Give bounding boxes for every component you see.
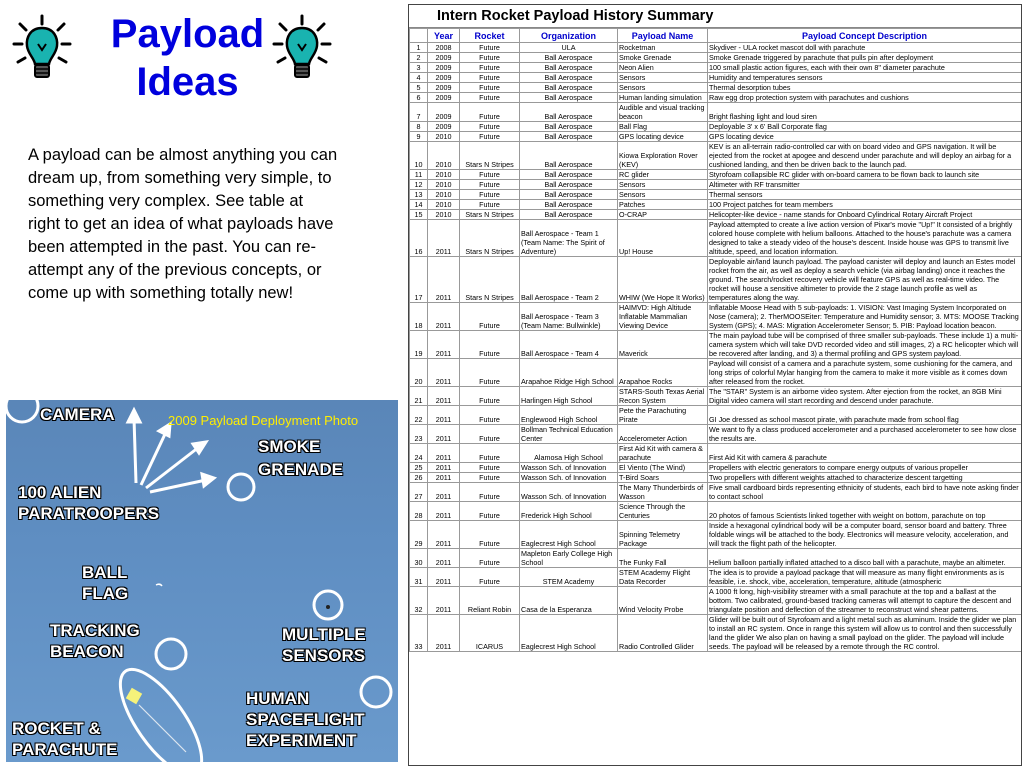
cell-payload-name: First Aid Kit with camera & parachute	[618, 444, 708, 463]
cell-year: 2010	[428, 170, 460, 180]
cell-payload-name: Rocketman	[618, 43, 708, 53]
cell-organization: Casa de la Esperanza	[520, 587, 618, 615]
table-row	[410, 53, 1022, 63]
cell-payload-name: GPS locating device	[618, 132, 708, 142]
header-organization: Organization	[520, 29, 618, 43]
cell-year: 2011	[428, 549, 460, 568]
table-row	[410, 406, 1022, 425]
cell-year: 2011	[428, 220, 460, 257]
header-rocket: Rocket	[460, 29, 520, 43]
cell-index: 18	[410, 303, 428, 331]
cell-description: GI Joe dressed as school mascot pirate, with parachute made from school flag	[708, 406, 1022, 425]
table-row	[410, 473, 1022, 483]
cell-description: KEV is an all-terrain radio-controlled car with on board video and GPS navigation. It will be ejected from the rocket at apogee and descend under parachute and will deploy an airbag for a cushioned landing, and then be driven back to the launch pad.	[708, 142, 1022, 170]
cell-year: 2011	[428, 257, 460, 303]
cell-rocket: Stars N Stripes	[460, 257, 520, 303]
cell-rocket: Future	[460, 73, 520, 83]
cell-year: 2009	[428, 83, 460, 93]
cell-index: 13	[410, 190, 428, 200]
cell-payload-name: Sensors	[618, 83, 708, 93]
cell-rocket: ICARUS	[460, 615, 520, 652]
cell-description: The main payload tube will be comprised of three smaller sub-payloads. These include 1) a multi-camera system which will take DVD recorded video and still images, 2) a RC helicopter which will be recovered after landing, and 3) a thermal profiling and GPS system payload.	[708, 331, 1022, 359]
cell-organization: Eaglecrest High School	[520, 615, 618, 652]
cell-rocket: Future	[460, 53, 520, 63]
cell-rocket: Future	[460, 132, 520, 142]
cell-organization: Ball Aerospace	[520, 83, 618, 93]
cell-index: 12	[410, 180, 428, 190]
cell-index: 3	[410, 63, 428, 73]
cell-year: 2009	[428, 122, 460, 132]
table-row	[410, 483, 1022, 502]
cell-index: 26	[410, 473, 428, 483]
cell-description: Thermal sensors	[708, 190, 1022, 200]
cell-index: 20	[410, 359, 428, 387]
table-row	[410, 180, 1022, 190]
cell-organization: Arapahoe Ridge High School	[520, 359, 618, 387]
cell-payload-name: Smoke Grenade	[618, 53, 708, 63]
label-ball-line1: BALL	[82, 563, 128, 582]
table-row	[410, 43, 1022, 53]
cell-index: 31	[410, 568, 428, 587]
table-row	[410, 83, 1022, 93]
cell-description: GPS locating device	[708, 132, 1022, 142]
cell-organization: Ball Aerospace	[520, 132, 618, 142]
cell-year: 2009	[428, 73, 460, 83]
table-row	[410, 303, 1022, 331]
cell-rocket: Stars N Stripes	[460, 210, 520, 220]
cell-payload-name: Human landing simulation	[618, 93, 708, 103]
cell-payload-name: Neon Alien	[618, 63, 708, 73]
label-alien-line2: PARATROOPERS	[18, 504, 160, 523]
label-ball-line2: FLAG	[82, 584, 129, 603]
table-row	[410, 220, 1022, 257]
header-description: Payload Concept Description	[708, 29, 1022, 43]
label-smoke-grenade	[258, 436, 343, 480]
cell-year: 2010	[428, 142, 460, 170]
label-rocket-parachute	[12, 718, 117, 760]
cell-description: Helicopter-like device - name stands for Onboard Cylindrical Rotary Aircraft Project	[708, 210, 1022, 220]
cell-organization: Harlingen High School	[520, 387, 618, 406]
cell-description: 20 photos of famous Scientists linked together with weight on bottom, parachute on top	[708, 502, 1022, 521]
cell-year: 2011	[428, 463, 460, 473]
cell-description: 100 Project patches for team members	[708, 200, 1022, 210]
cell-rocket: Future	[460, 93, 520, 103]
cell-description: Five small cardboard birds representing ethnicity of students, each bird to have note asking finder to contact school	[708, 483, 1022, 502]
cell-description: Glider will be built out of Styrofoam and a light metal such as aluminum. Inside the glider we plan to install an RC system. Once in range this system will allow us to control and then successfully land the glider We also plan on having a small payload on the glider. The payload will include seeds. The payload will be released by a remote through the RC control.	[708, 615, 1022, 652]
cell-description: Inflatable Moose Head with 5 sub-payloads: 1. VISION: Vast Imaging System Incorporated on Nose (camera); 2. TherMOOSEiter: Temperature and Humidity sensor; 3. MTS: MOOSE Tracking System (GPS); 4. MAS: Migration Accelerometer Sensor; 5. PIB: Payload location beacon.	[708, 303, 1022, 331]
cell-rocket: Future	[460, 170, 520, 180]
label-human-line2: SPACEFLIGHT	[246, 710, 365, 729]
label-sensors-line1: MULTIPLE	[282, 625, 366, 644]
title-line-1: Payload	[110, 12, 265, 56]
table-row	[410, 103, 1022, 122]
cell-payload-name: WHIW (We Hope It Works)	[618, 257, 708, 303]
cell-index: 5	[410, 83, 428, 93]
cell-index: 33	[410, 615, 428, 652]
cell-description: Two propellers with different weights attached to characterize descent targetting	[708, 473, 1022, 483]
table-row	[410, 463, 1022, 473]
label-smoke-line1: SMOKE	[258, 437, 321, 456]
cell-rocket: Future	[460, 406, 520, 425]
label-tracking-line1: TRACKING	[50, 621, 140, 640]
cell-index: 15	[410, 210, 428, 220]
header-payload-name: Payload Name	[618, 29, 708, 43]
cell-rocket: Future	[460, 483, 520, 502]
cell-rocket: Future	[460, 521, 520, 549]
cell-organization: Ball Aerospace - Team 2	[520, 257, 618, 303]
cell-organization: Bollman Technical Education Center	[520, 425, 618, 444]
cell-index: 7	[410, 103, 428, 122]
cell-organization: Ball Aerospace - Team 4	[520, 331, 618, 359]
cell-rocket: Future	[460, 331, 520, 359]
cell-year: 2011	[428, 331, 460, 359]
cell-payload-name: Spinning Telemetry Package	[618, 521, 708, 549]
cell-year: 2011	[428, 387, 460, 406]
cell-organization: STEM Academy	[520, 568, 618, 587]
cell-payload-name: Science Through the Centuries	[618, 502, 708, 521]
table-row	[410, 549, 1022, 568]
cell-organization: Eaglecrest High School	[520, 521, 618, 549]
cell-organization: Ball Aerospace	[520, 103, 618, 122]
cell-year: 2011	[428, 483, 460, 502]
cell-rocket: Stars N Stripes	[460, 142, 520, 170]
label-tracking-beacon	[50, 620, 140, 662]
cell-description: First Aid Kit with camera & parachute	[708, 444, 1022, 463]
cell-payload-name: HAIMVD: High Altitude Inflatable Mammalian Viewing Device	[618, 303, 708, 331]
cell-description: Bright flashing light and loud siren	[708, 103, 1022, 122]
cell-rocket: Future	[460, 103, 520, 122]
cell-payload-name: Ball Flag	[618, 122, 708, 132]
cell-index: 21	[410, 387, 428, 406]
cell-payload-name: STARS-South Texas Aerial Recon System	[618, 387, 708, 406]
cell-index: 27	[410, 483, 428, 502]
cell-rocket: Future	[460, 63, 520, 73]
title-area	[10, 6, 340, 116]
cell-description: 100 small plastic action figures, each with their own 8" diameter parachute	[708, 63, 1022, 73]
cell-organization: Ball Aerospace	[520, 53, 618, 63]
intro-paragraph: A payload can be almost anything you can dream up, from something very simple, to something very complex. See table at right to get an idea of what payloads have been attempted in the past. You can re-attempt any of the previous concepts, or come up with something totally new!	[28, 146, 338, 302]
cell-year: 2011	[428, 406, 460, 425]
table-row	[410, 200, 1022, 210]
cell-rocket: Future	[460, 122, 520, 132]
cell-payload-name: O-CRAP	[618, 210, 708, 220]
cell-description: We want to fly a class produced accelerometer and a purchased accelerometer to see how close the results are.	[708, 425, 1022, 444]
table-row	[410, 587, 1022, 615]
cell-rocket: Future	[460, 180, 520, 190]
cell-year: 2009	[428, 103, 460, 122]
label-smoke-line2: GRENADE	[258, 460, 344, 479]
table-row	[410, 63, 1022, 73]
table-row	[410, 122, 1022, 132]
table-row	[410, 387, 1022, 406]
cell-rocket: Future	[460, 568, 520, 587]
cell-description: The idea is to provide a payload package that will measure as many flight environments as is feasible, i.e. shock, vibe, acceleration, temperature, altitude (atmospheric	[708, 568, 1022, 587]
cell-index: 10	[410, 142, 428, 170]
cell-payload-name: El Viento (The Wind)	[618, 463, 708, 473]
cell-year: 2011	[428, 502, 460, 521]
cell-payload-name: Patches	[618, 200, 708, 210]
cell-year: 2011	[428, 359, 460, 387]
cell-description: Propellers with electric generators to compare energy outputs of various propeller	[708, 463, 1022, 473]
cell-organization: Alamosa High School	[520, 444, 618, 463]
table-row	[410, 93, 1022, 103]
label-tracking-line2: BEACON	[50, 642, 124, 661]
cell-description: Helium balloon partially inflated attached to a disco ball with a parachute, maybe an altimeter.	[708, 549, 1022, 568]
cell-year: 2009	[428, 53, 460, 63]
cell-index: 17	[410, 257, 428, 303]
table-row	[410, 502, 1022, 521]
table-body	[410, 43, 1022, 652]
table-row	[410, 331, 1022, 359]
cell-description: Deployable air/land launch payload. The payload canister will deploy and launch an Estes model rocket from the air, as well as deploy a search vehicle (via airbag landing) once it reaches the ground. The search/rocket recovery vehicle will feature GPS as well as real-time video. The rocket will house a sensitive altimeter to provide the 2 stage launch profile as well as temperatures along the way.	[708, 257, 1022, 303]
cell-payload-name: Arapahoe Rocks	[618, 359, 708, 387]
cell-payload-name: The Funky Fall	[618, 549, 708, 568]
deployment-photo	[6, 400, 398, 762]
table-header-row	[410, 29, 1022, 43]
cell-organization: Ball Aerospace	[520, 63, 618, 73]
cell-payload-name: Up! House	[618, 220, 708, 257]
table-row	[410, 615, 1022, 652]
cell-year: 2008	[428, 43, 460, 53]
cell-organization: Wasson Sch. of Innovation	[520, 463, 618, 473]
cell-description: The "STAR" System is an airborne video system. After ejection from the rocket, an 8GB Mini Digital video camera will start recording and descend under parachute.	[708, 387, 1022, 406]
table-row	[410, 521, 1022, 549]
cell-payload-name: Sensors	[618, 180, 708, 190]
table-row	[410, 73, 1022, 83]
page-title	[80, 14, 295, 102]
cell-payload-name: Audible and visual tracking beacon	[618, 103, 708, 122]
cell-payload-name: Pete the Parachuting Pirate	[618, 406, 708, 425]
cell-year: 2011	[428, 425, 460, 444]
cell-index: 32	[410, 587, 428, 615]
cell-year: 2010	[428, 180, 460, 190]
cell-index: 8	[410, 122, 428, 132]
title-line-2: Ideas	[136, 60, 239, 104]
cell-index: 11	[410, 170, 428, 180]
cell-index: 22	[410, 406, 428, 425]
cell-index: 23	[410, 425, 428, 444]
cell-index: 28	[410, 502, 428, 521]
cell-organization: Wasson Sch. of Innovation	[520, 473, 618, 483]
cell-description: Payload will consist of a camera and a parachute system, some cushioning for the camera, and long strips of colorful Mylar hanging from the camera to make it more visible as it comes down after released from the rocket.	[708, 359, 1022, 387]
label-multiple-sensors	[282, 624, 366, 666]
cell-index: 19	[410, 331, 428, 359]
cell-rocket: Future	[460, 425, 520, 444]
table-row	[410, 568, 1022, 587]
label-rocket-line2: PARACHUTE	[12, 740, 118, 759]
cell-organization: ULA	[520, 43, 618, 53]
cell-organization: Englewood High School	[520, 406, 618, 425]
cell-year: 2011	[428, 568, 460, 587]
cell-year: 2011	[428, 444, 460, 463]
cell-description: Deployable 3' x 6' Ball Corporate flag	[708, 122, 1022, 132]
cell-payload-name: Accelerometer Action	[618, 425, 708, 444]
table-row	[410, 444, 1022, 463]
cell-payload-name: T-Bird Soars	[618, 473, 708, 483]
cell-payload-name: Kiowa Exploration Rover (KEV)	[618, 142, 708, 170]
table-row	[410, 210, 1022, 220]
table-row	[410, 425, 1022, 444]
label-rocket-line1: ROCKET &	[12, 719, 101, 738]
cell-organization: Ball Aerospace	[520, 122, 618, 132]
cell-description: Payload attempted to create a live action version of Pixar's movie "Up!" It consisted of a brightly colored house complete with helium balloons. Attached to the house's parachute was a camera designed to take a steady video of the house's descent. Inside house was GPS to transmit live altitude, speed, and location information.	[708, 220, 1022, 257]
label-camera: CAMERA	[40, 405, 115, 424]
cell-rocket: Future	[460, 43, 520, 53]
cell-year: 2010	[428, 132, 460, 142]
cell-description: Humidity and temperatures sensors	[708, 73, 1022, 83]
cell-rocket: Future	[460, 444, 520, 463]
cell-index: 30	[410, 549, 428, 568]
cell-payload-name: The Many Thunderbirds of Wasson	[618, 483, 708, 502]
cell-organization: Ball Aerospace	[520, 170, 618, 180]
photo-caption: 2009 Payload Deployment Photo	[168, 413, 359, 428]
cell-index: 25	[410, 463, 428, 473]
cell-description: Raw egg drop protection system with parachutes and cushions	[708, 93, 1022, 103]
cell-description: Skydiver - ULA rocket mascot doll with parachute	[708, 43, 1022, 53]
cell-index: 9	[410, 132, 428, 142]
label-sensors-line2: SENSORS	[282, 646, 366, 665]
table-row	[410, 142, 1022, 170]
cell-rocket: Reliant Robin	[460, 587, 520, 615]
cell-rocket: Future	[460, 359, 520, 387]
cell-index: 2	[410, 53, 428, 63]
cell-rocket: Future	[460, 303, 520, 331]
cell-index: 24	[410, 444, 428, 463]
label-alien-paratroopers	[18, 482, 159, 524]
cell-year: 2010	[428, 200, 460, 210]
table-row	[410, 132, 1022, 142]
table-row	[410, 257, 1022, 303]
cell-organization: Ball Aerospace	[520, 93, 618, 103]
cell-rocket: Stars N Stripes	[460, 220, 520, 257]
cell-organization: Ball Aerospace - Team 1 (Team Name: The Spirit of Adventure)	[520, 220, 618, 257]
cell-organization: Ball Aerospace	[520, 190, 618, 200]
cell-year: 2009	[428, 63, 460, 73]
cell-index: 29	[410, 521, 428, 549]
cell-description: Altimeter with RF transmitter	[708, 180, 1022, 190]
header-year: Year	[428, 29, 460, 43]
label-alien-line1: 100 ALIEN	[18, 483, 102, 502]
cell-year: 2011	[428, 587, 460, 615]
payload-history-table	[409, 28, 1022, 652]
cell-year: 2011	[428, 615, 460, 652]
cell-payload-name: Sensors	[618, 190, 708, 200]
cell-year: 2010	[428, 190, 460, 200]
cell-rocket: Future	[460, 200, 520, 210]
label-human-spaceflight	[246, 688, 365, 751]
cell-year: 2010	[428, 210, 460, 220]
label-human-line3: EXPERIMENT	[246, 731, 357, 750]
cell-description: Inside a hexagonal cylindrical body will be a computer board, sensor board and battery. Three foldable wings will be attached to the body. Electronics will measure velocity, acceleration, and will track the flight path of the helicopter.	[708, 521, 1022, 549]
table-row	[410, 190, 1022, 200]
cell-index: 16	[410, 220, 428, 257]
lightbulb-icon	[272, 14, 332, 86]
cell-description: A 1000 ft long, high-visibility streamer with a small parachute at the top and a ballast at the bottom. Two calibrated, ground-based tracking cameras will attempt to capture the descent and triangulate position and deflection of the streamer to reconstruct wind shear patterns.	[708, 587, 1022, 615]
cell-index: 4	[410, 73, 428, 83]
cell-rocket: Future	[460, 190, 520, 200]
lightbulb-icon	[12, 14, 72, 86]
cell-organization: Ball Aerospace	[520, 200, 618, 210]
cell-rocket: Future	[460, 473, 520, 483]
cell-payload-name: STEM Academy Flight Data Recorder	[618, 568, 708, 587]
payload-history-table-container	[408, 4, 1022, 766]
cell-organization: Ball Aerospace	[520, 180, 618, 190]
cell-organization: Ball Aerospace	[520, 142, 618, 170]
cell-organization: Ball Aerospace	[520, 73, 618, 83]
cell-payload-name: Radio Controlled Glider	[618, 615, 708, 652]
cell-description: Thermal desorption tubes	[708, 83, 1022, 93]
label-human-line1: HUMAN	[246, 689, 310, 708]
label-ball-flag	[82, 562, 128, 604]
cell-year: 2011	[428, 521, 460, 549]
cell-payload-name: Maverick	[618, 331, 708, 359]
cell-rocket: Future	[460, 83, 520, 93]
cell-rocket: Future	[460, 549, 520, 568]
table-row	[410, 170, 1022, 180]
header-index	[410, 29, 428, 43]
cell-index: 6	[410, 93, 428, 103]
cell-organization: Wasson Sch. of Innovation	[520, 483, 618, 502]
cell-payload-name: Wind Velocity Probe	[618, 587, 708, 615]
cell-organization: Mapleton Early College High School	[520, 549, 618, 568]
cell-payload-name: RC glider	[618, 170, 708, 180]
cell-index: 1	[410, 43, 428, 53]
cell-year: 2011	[428, 473, 460, 483]
cell-description: Styrofoam collapsible RC glider with on-board camera to be flown back to launch site	[708, 170, 1022, 180]
table-title: Intern Rocket Payload History Summary	[409, 5, 1021, 28]
cell-organization: Frederick High School	[520, 502, 618, 521]
cell-index: 14	[410, 200, 428, 210]
cell-organization: Ball Aerospace - Team 3 (Team Name: Bullwinkle)	[520, 303, 618, 331]
cell-year: 2009	[428, 93, 460, 103]
cell-rocket: Future	[460, 463, 520, 473]
cell-rocket: Future	[460, 502, 520, 521]
cell-description: Smoke Grenade triggered by parachute that pulls pin after deployment	[708, 53, 1022, 63]
cell-payload-name: Sensors	[618, 73, 708, 83]
cell-rocket: Future	[460, 387, 520, 406]
cell-organization: Ball Aerospace	[520, 210, 618, 220]
cell-year: 2011	[428, 303, 460, 331]
table-row	[410, 359, 1022, 387]
